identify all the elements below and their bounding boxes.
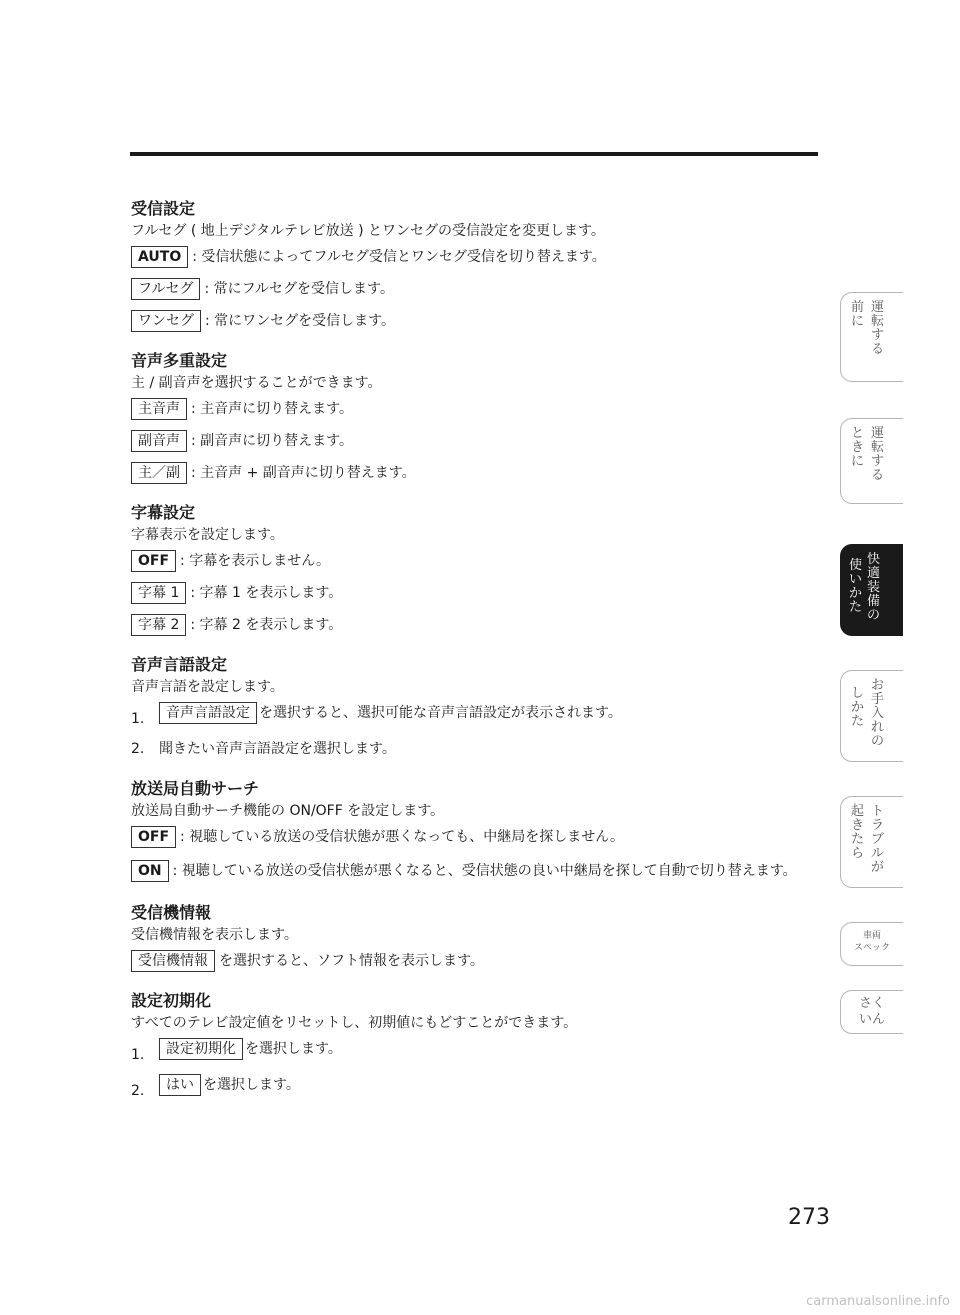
- section-audio-multiplex: [131, 350, 821, 484]
- step-number: 2.: [131, 741, 145, 757]
- option-text: : 主音声に切り替えます。: [191, 401, 354, 417]
- option-text: : 常にフルセグを受信します。: [204, 281, 394, 297]
- tab-column: 使 い か た: [849, 558, 863, 615]
- option-row: [131, 950, 821, 972]
- section-desc: 放送局自動サーチ機能の ON/OFF を設定します。: [131, 803, 445, 819]
- step-row: [131, 1074, 821, 1102]
- section-desc: 受信機情報を表示します。: [131, 927, 298, 943]
- reset-key: 設定初期化: [159, 1038, 243, 1060]
- option-row: [131, 310, 821, 332]
- section-desc: 音声言語を設定します。: [131, 679, 284, 695]
- option-row: [131, 858, 821, 884]
- tab-column: と き に: [851, 426, 865, 469]
- option-row: [131, 582, 821, 604]
- auto-key: AUTO: [131, 246, 188, 268]
- option-row: [131, 614, 821, 636]
- option-text: : 副音声に切り替えます。: [191, 433, 354, 449]
- off-key: OFF: [131, 550, 176, 572]
- section-desc: すべてのテレビ設定値をリセットし、初期値にもどすことができます。: [131, 1015, 578, 1031]
- section-subtitles: [131, 502, 821, 636]
- section-auto-search: [131, 778, 821, 884]
- tab-column: さく: [858, 996, 885, 1011]
- tab-column: お 手 入 れ の: [871, 678, 885, 749]
- section-reception: [131, 198, 821, 332]
- section-title: 受信機情報: [131, 903, 212, 922]
- section-title: 放送局自動サーチ: [131, 779, 260, 798]
- off-key: OFF: [131, 826, 176, 848]
- tab-before-driving[interactable]: [840, 292, 903, 382]
- tab-column: 運 転 す る: [871, 300, 885, 357]
- option-text: : 受信状態によってフルセグ受信とワンセグ受信を切り替えます。: [192, 249, 606, 265]
- tab-column: 起 き た ら: [851, 804, 865, 861]
- tab-column: いん: [858, 1012, 885, 1027]
- step-row: [131, 1038, 821, 1066]
- step-text: を選択します。: [203, 1077, 300, 1093]
- tab-column: スペック: [853, 943, 890, 953]
- tab-column: 前 に: [851, 300, 865, 329]
- option-text: : 字幕 1 を表示します。: [190, 585, 343, 601]
- receiver-info-key: 受信機情報: [131, 950, 215, 972]
- subtitle2-key: 字幕 2: [131, 614, 186, 636]
- section-reset: [131, 990, 821, 1102]
- tab-maintenance[interactable]: [840, 670, 903, 762]
- tab-troubleshooting[interactable]: [840, 796, 903, 888]
- step-number: 2.: [131, 1083, 145, 1099]
- watermark: carmanualsonline.info: [806, 1294, 950, 1309]
- sub-audio-key: 副音声: [131, 430, 187, 452]
- option-text: : 視聴している放送の受信状態が悪くなると、受信状態の良い中継局を探して自動で切り替えます。: [172, 863, 797, 879]
- content: [131, 198, 821, 1120]
- option-row: [131, 278, 821, 300]
- tab-column: 快 適 装 備 の: [867, 552, 881, 623]
- option-text: : 字幕 2 を表示します。: [190, 617, 343, 633]
- option-row: [131, 430, 821, 452]
- tab-column: し か た: [851, 686, 865, 729]
- option-text: : 視聴している放送の受信状態が悪くなっても、中継局を探しません。: [180, 829, 625, 845]
- step-text: を選択すると、選択可能な音声言語設定が表示されます。: [259, 705, 622, 721]
- tab-vehicle-specs[interactable]: [840, 922, 903, 966]
- oneseg-key: ワンセグ: [131, 310, 201, 332]
- section-audio-language: [131, 654, 821, 760]
- option-row: [131, 462, 821, 484]
- fullseg-key: フルセグ: [131, 278, 200, 300]
- tab-column: ト ラ ブ ル が: [871, 804, 885, 875]
- option-row: [131, 398, 821, 420]
- main-audio-key: 主音声: [131, 398, 187, 420]
- section-title: 音声言語設定: [131, 655, 228, 674]
- step-number: 1.: [131, 711, 145, 727]
- option-text: : 主音声 + 副音声に切り替えます。: [191, 465, 416, 481]
- tab-index[interactable]: [840, 990, 903, 1034]
- option-row: [131, 826, 821, 848]
- tab-while-driving[interactable]: [840, 418, 903, 504]
- page-number: 273: [788, 1205, 830, 1230]
- section-title: 音声多重設定: [131, 351, 228, 370]
- step-text: 聞きたい音声言語設定を選択します。: [159, 741, 396, 757]
- step-row: [131, 738, 821, 760]
- section-title: 設定初期化: [131, 991, 212, 1010]
- subtitle1-key: 字幕 1: [131, 582, 186, 604]
- step-number: 1.: [131, 1047, 145, 1063]
- section-desc: 字幕表示を設定します。: [131, 527, 284, 543]
- section-receiver-info: [131, 902, 821, 972]
- option-row: [131, 246, 821, 268]
- option-text: : 常にワンセグを受信します。: [205, 313, 396, 329]
- tab-column: 運 転 す る: [871, 426, 885, 483]
- section-title: 字幕設定: [131, 503, 196, 522]
- tab-column: 車両: [862, 931, 881, 941]
- option-row: [131, 550, 821, 572]
- option-text: を選択すると、ソフト情報を表示します。: [219, 953, 484, 969]
- top-rule: [130, 152, 818, 156]
- option-text: : 字幕を表示しません。: [180, 553, 331, 569]
- section-desc: フルセグ ( 地上デジタルテレビ放送 ) とワンセグの受信設定を変更します。: [131, 223, 605, 239]
- section-title: 受信設定: [131, 199, 196, 218]
- main-sub-key: 主／副: [131, 462, 187, 484]
- on-key: ON: [131, 860, 169, 882]
- audio-language-key: 音声言語設定: [159, 702, 257, 724]
- tab-comfort-equipment[interactable]: [840, 544, 903, 636]
- yes-key: はい: [159, 1074, 201, 1096]
- section-desc: 主 / 副音声を選択することができます。: [131, 375, 382, 391]
- step-row: [131, 702, 821, 730]
- step-text: を選択します。: [245, 1041, 342, 1057]
